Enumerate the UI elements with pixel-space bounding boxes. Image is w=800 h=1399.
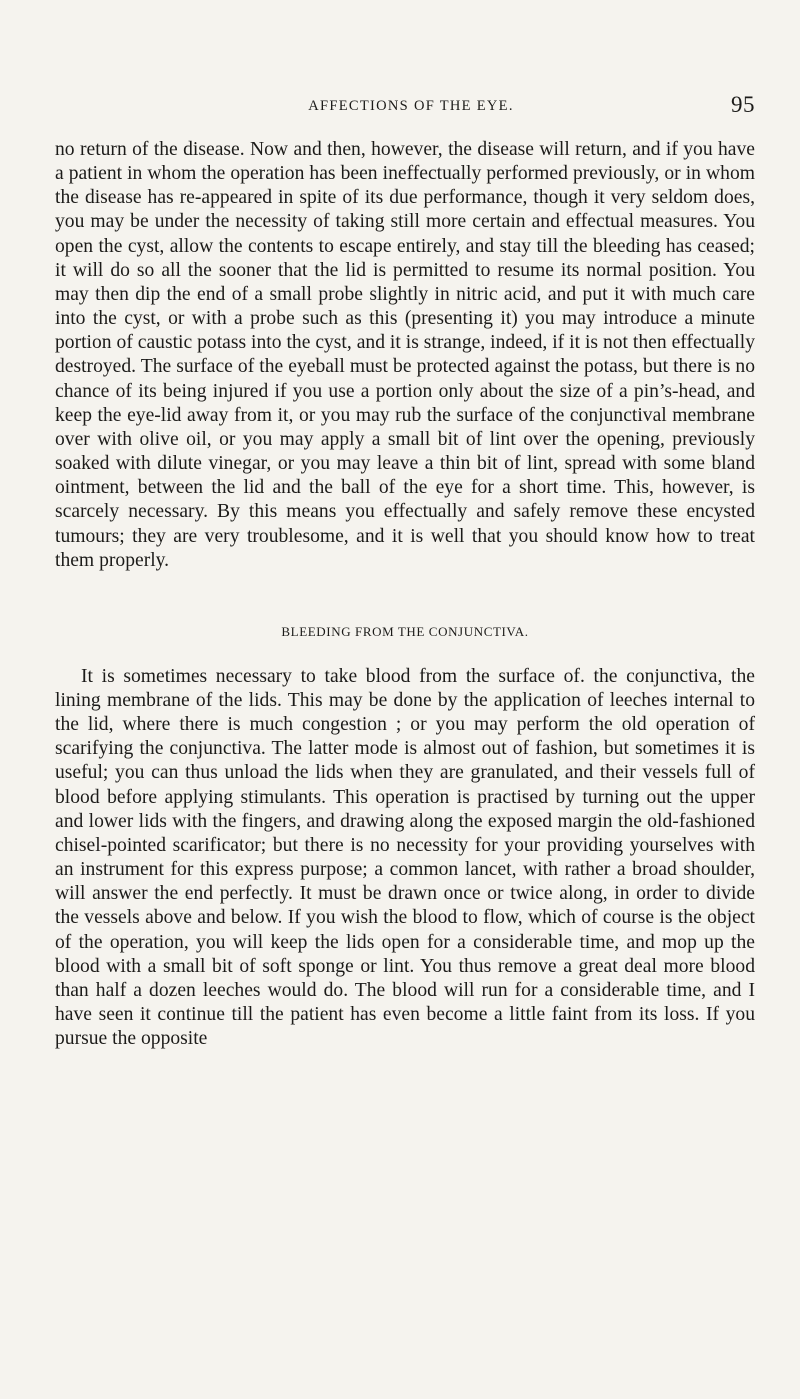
running-title: AFFECTIONS OF THE EYE. [308,98,514,114]
section-heading: BLEEDING FROM THE CONJUNCTIVA. [281,623,529,639]
body-text [55,138,755,1051]
running-head [55,92,755,118]
paragraph-bleeding-conjunctiva: It is sometimes necessary to take blood from the surface of. the conjunctiva, the lining membrane of the lids. This may be done by the application of leeches internal to the lid, where there is much congestion ; or you may perform the old operation of scarifying the conjunctiva. The latter mode is almost out of fashion, but sometimes it is useful; you can thus unload the lids when they are granulated, and their vessels full of blood before applying stimulants. This operation is practised by turning out the upper and lower lids with the fingers, and drawing along the exposed margin the old-fashioned chisel-pointed scarificator; but there is no necessity for your providing yourselves with an instrument for this express purpose; a common lancet, with rather a broad shoulder, will answer the end perfectly. It must be drawn once or twice along, in order to divide the vessels above and below. If you wish the blood to flow, which of course is the object of the operation, you will keep the lids open for a considerable time, and mop up the blood with a small bit of soft sponge or lint. You thus remove a great deal more blood than half a dozen leeches would do. The blood will run for a considerable time, and I have seen it continue till the patient has even become a little faint from its loss. If you pursue the opposite [55,665,755,1050]
paragraph-encysted-tumours: no return of the disease. Now and then, however, the disease will return, and if you have a patient in whom the operation has been ineffectually performed previously, or in whom the disease has re-appeared in spite of its due performance, though it very seldom does, you may be under the necessity of taking still more certain and effectual measures. You open the cyst, allow the contents to escape entirely, and stay till the bleeding has ceased; it will do so all the sooner that the lid is permitted to resume its normal position. You may then dip the end of a small probe slightly in nitric acid, and put it with much care into the cyst, or with a probe such as this (presenting it) you may introduce a minute portion of caustic potass into the cyst, and it is strange, indeed, if it is not then effectually destroyed. The surface of the eyeball must be protected against the potass, but there is no chance of its being injured if you use a portion only about the size of a pin’s-head, and keep the eye-lid away from it, or you may rub the surface of the conjunctival membrane over with olive oil, or you may apply a small bit of lint over the opening, previously soaked with dilute vinegar, or you may leave a thin bit of lint, spread with some bland ointment, between the lid and the ball of the eye for a short time. This, however, is scarcely necessary. By this means you effectually and safely remove these encysted tumours; they are very troublesome, and it is well that you should know how to treat them properly. [55,139,755,571]
page-number: 95 [731,92,755,117]
